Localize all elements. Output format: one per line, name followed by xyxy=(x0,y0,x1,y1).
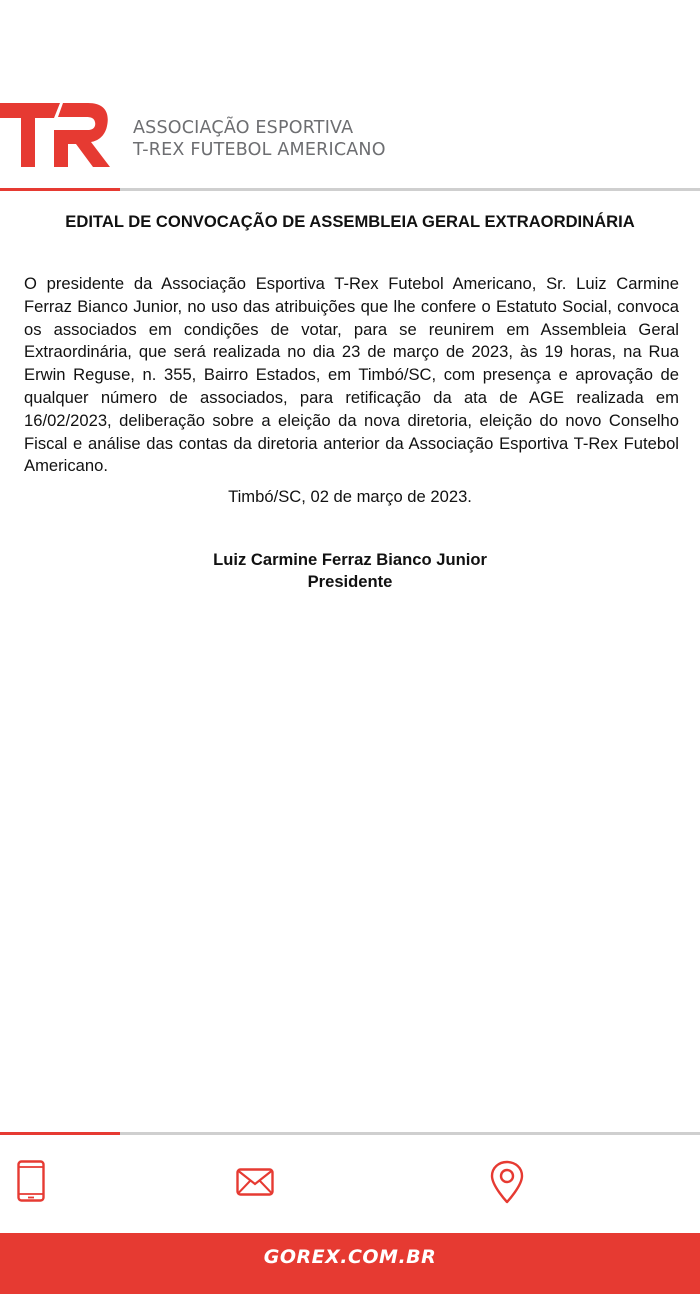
tr-logo-icon xyxy=(0,100,112,170)
header-divider-accent xyxy=(0,188,120,191)
document-date: Timbó/SC, 02 de março de 2023. xyxy=(228,487,472,506)
signer-name: Luiz Carmine Ferraz Bianco Junior xyxy=(213,550,487,569)
phone-icon xyxy=(17,1160,45,1202)
organization-name-line1: ASSOCIAÇÃO ESPORTIVA xyxy=(133,118,354,138)
footer-bar xyxy=(0,1233,700,1294)
organization-name-line2: T-REX FUTEBOL AMERICANO xyxy=(133,140,386,160)
website-link[interactable]: GOREX.COM.BR xyxy=(263,1246,437,1268)
signature-block xyxy=(0,549,700,593)
document-body: O presidente da Associação Esportiva T-Rex Futebol Americano, Sr. Luiz Carmine Ferraz Bianco Junior, no uso das atribuições que lhe confere o Estatuto Social, convoca os associados em condições de votar, para se reunirem em Assembleia Geral Extraordinária, que será realizada no dia 23 de março de 2023, às 19 horas, na Rua Erwin Reguse, n. 355, Bairro Estados, em Timbó/SC, com presença e aprovação de qualquer número de associados, para retificação da ata de AGE realizada em 16/02/2023, deliberação sobre a eleição da nova diretoria, eleição do novo Conselho Fiscal e análise das contas da diretoria anterior da Associação Esportiva T-Rex Futebol Americano. xyxy=(24,274,679,476)
document-title: EDITAL DE CONVOCAÇÃO DE ASSEMBLEIA GERAL EXTRAORDINÁRIA xyxy=(65,212,635,231)
signer-role: Presidente xyxy=(307,572,393,591)
footer-divider-accent xyxy=(0,1132,120,1135)
location-pin-icon xyxy=(490,1160,524,1204)
organization-name xyxy=(133,117,386,161)
letterhead xyxy=(0,0,700,195)
mail-icon xyxy=(236,1168,274,1196)
